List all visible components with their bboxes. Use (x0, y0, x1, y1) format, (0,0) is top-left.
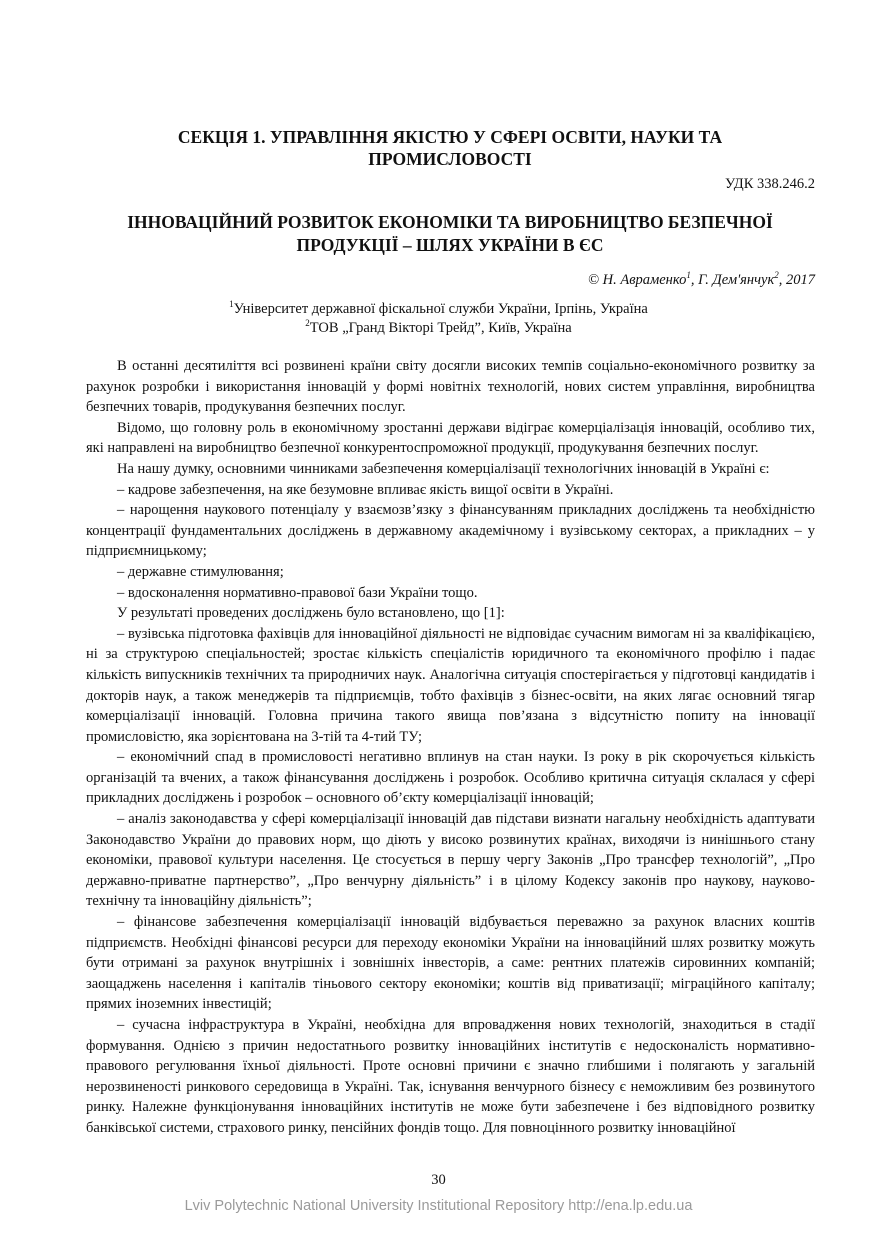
section-title: СЕКЦІЯ 1. УПРАВЛІННЯ ЯКІСТЮ У СФЕРІ ОСВІТИ, НАУКИ ТА ПРОМИСЛОВОСТІ (177, 127, 723, 169)
finding-1: – вузівська підготовка фахівців для інноваційної діяльності не відповідає сучасним вимогам ні за кваліфікацією, ні за структурою спеціальностей; зростає кількість спеціалістів юридичного та економічного профілю і падає кількість випускників технічних та природничих наук. Аналогічна ситуація спостерігається у підготовці кандидатів і докторів наук, а також менеджерів та підприємців, тобто фахівців з бізнес-освіти, на яких лягає основний тягар комерціалізації інновацій. Головна причина такого явища пов’язана з відсутністю попиту на інновації промисловістю, яка зорієнтована на 3-тій та 4-тий ТУ; (86, 625, 815, 745)
copyright-year: , 2017 (778, 272, 815, 288)
author-1: © Н. Авраменко (587, 272, 687, 288)
paragraph-4: У результаті проведених досліджень було встановлено, що [1]: (117, 605, 505, 622)
affiliation-2 (0, 318, 877, 337)
list-item-2: – нарощення наукового потенціалу у взаємозв’язку з фінансуванням прикладних досліджень та необхідністю концентрації фундаментальних досліджень в державному академічному і вузівському секторах, а прикладних – у підприємницькому; (86, 502, 815, 560)
paragraph-2: Відомо, що головну роль в економічному зростанні держави відіграє комерціалізація інновацій, особливо тих, які направлені на виробництво безпечної конкурентоспроможної продукції, продукування безпечних послуг. (86, 419, 815, 457)
finding-4: – фінансове забезпечення комерціалізації інновацій відбувається переважно за рахунок власних коштів підприємств. Необхідні фінансові ресурси для переходу економіки України на інноваційний шлях розвитку можуть бути отримані за рахунок внутрішніх і зовнішніх інвесторів, а саме: рентних платежів сировинних компаній; заощаджень населення і капіталів тіньового сектору економіки; коштів від приватизації; міграційного капіталу; прямих іноземних інвестицій; (86, 914, 815, 1013)
body-text (86, 356, 815, 1139)
affiliation-1 (0, 299, 877, 318)
author-2: , Г. Дем'янчук (690, 272, 775, 288)
page-number: 30 (431, 1172, 446, 1188)
finding-5: – сучасна інфраструктура в Україні, необхідна для впровадження нових технологій, знаходиться в стадії формування. Однією з причин недостатнього розвитку інноваційних інститутів є недосконалість нормативно-правового регулювання їхньої діяльності. Проте основні причини є значно глибшими і полягають у загальній нерозвиненості ринкового середовища в Україні. Так, існування венчурного бізнесу є неможливим без розвинутого ринку. Належне функціонування інноваційних інститутів не може бути забезпечене і без відповідного розвитку банківської системи, страхового ринку, пенсійних фондів тощо. Для повноцінного розвитку інноваційної (86, 1017, 815, 1136)
list-item-4: – вдосконалення нормативно-правової бази України тощо. (117, 584, 478, 601)
author-1-sup: 1 (686, 270, 691, 280)
paragraph-3: На нашу думку, основними чинниками забезпечення комерціалізації технологічних інновацій в Україні є: (117, 460, 770, 477)
authors-line (588, 270, 815, 289)
finding-2: – економічний спад в промисловості негативно вплинув на стан науки. Із року в рік скорочується кількість організацій та вчених, а також фінансування досліджень і розробок. Особливо критична ситуація склалася у сфері прикладних досліджень і розробок – основного об’єкту комерціалізації інновацій; (86, 749, 815, 807)
paper-title: ІННОВАЦІЙНИЙ РОЗВИТОК ЕКОНОМІКИ ТА ВИРОБНИЦТВО БЕЗПЕЧНОЇ ПРОДУКЦІЇ – ШЛЯХ УКРАЇНИ В ЄС (127, 212, 773, 255)
affiliation-1-sup: 1 (229, 299, 234, 309)
author-2-sup: 2 (774, 270, 779, 280)
affiliation-2-sup: 2 (305, 318, 310, 328)
affiliation-1-text: Університет державної фіскальної служби України, Ірпінь, Україна (233, 301, 648, 317)
paragraph-1: В останні десятиліття всі розвинені країни світу досягли високих темпів соціально-економічного розвитку за рахунок розробки і використання інновацій у формі новітніх технологій, нових систем управління, виробництва безпечних товарів, продукування безпечних послуг. (86, 358, 815, 416)
affiliation-2-text: ТОВ „Гранд Вікторі Трейд”, Київ, Україна (309, 320, 572, 336)
udk-code: УДК 338.246.2 (725, 176, 815, 192)
repository-footer: Lviv Polytechnic National University Institutional Repository http://ena.lp.edu.ua (184, 1198, 693, 1214)
list-item-3: – державне стимулювання; (117, 563, 284, 580)
list-item-1: – кадрове забезпечення, на яке безумовне впливає якість вищої освіти в Україні. (117, 481, 614, 498)
finding-3: – аналіз законодавства у сфері комерціалізації інновацій дав підстави визнати нагальну необхідність адаптувати Законодавство України до правових норм, що діють у високо розвинутих країнах, виходячи із нинішнього стану економіки, правової культури населення. Це стосується в першу чергу Законів „Про трансфер технологій”, „Про державно-приватне партнерство”, „Про венчурну діяльність” і в цілому Кодексу законів про наукову, науково-технічну та інноваційну діяльність”; (86, 811, 815, 910)
